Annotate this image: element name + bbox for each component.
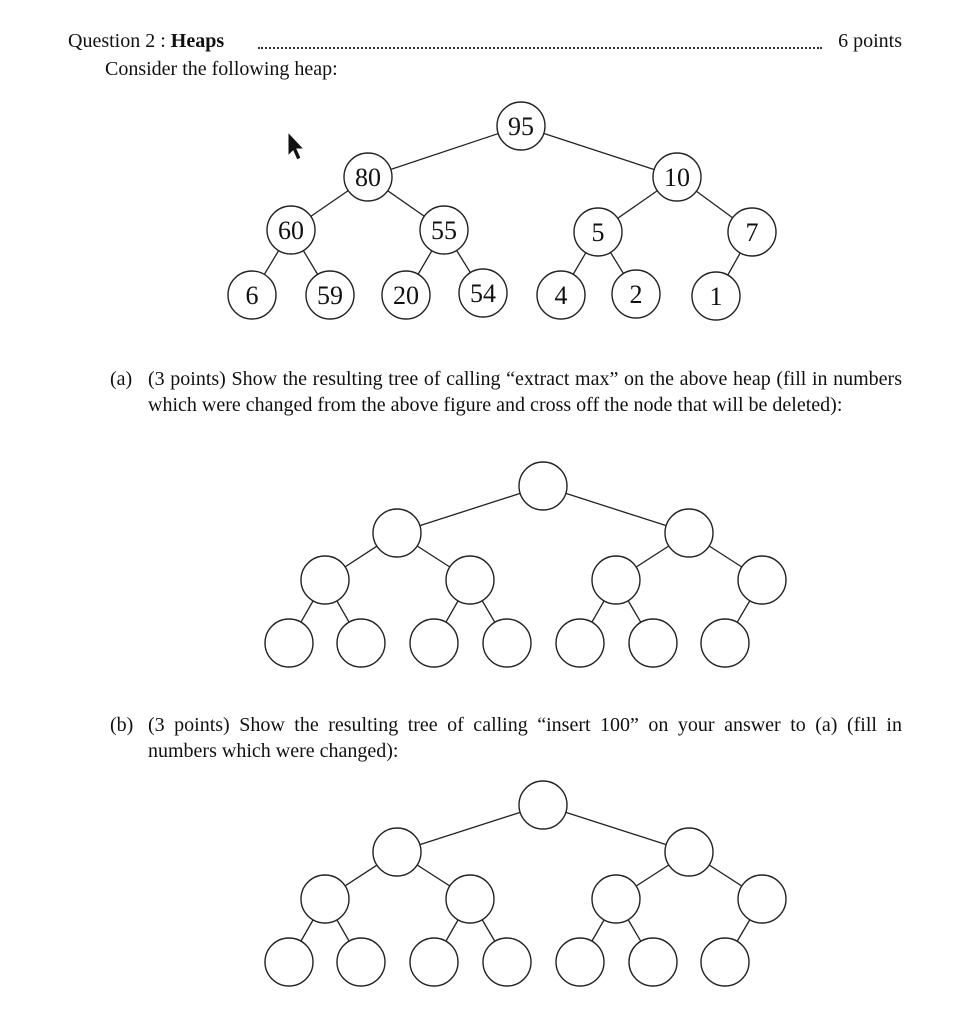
answer-b-node-0[interactable] <box>519 781 567 829</box>
answer-tree-b[interactable] <box>265 781 786 986</box>
answer-a-node-13[interactable] <box>701 619 749 667</box>
part-b-label: (b) <box>110 714 134 736</box>
heap-node-label: 55 <box>431 216 457 245</box>
answer-b-node-12[interactable] <box>629 938 677 986</box>
answer-a-node-7[interactable] <box>265 619 313 667</box>
answer-b-node-5[interactable] <box>592 875 640 923</box>
answer-a-node-10[interactable] <box>483 619 531 667</box>
given-heap-tree <box>228 102 776 320</box>
part-a-text: (3 points) Show the resulting tree of calling “extract max” on the above heap (fill in numbers which were changed from the above figure and cross off the node that will be deleted): <box>148 368 902 416</box>
heap-node-label: 54 <box>470 279 496 308</box>
intro-text: Consider the following heap: <box>105 58 338 80</box>
answer-a-node-0[interactable] <box>519 462 567 510</box>
question-topic: Heaps <box>170 30 225 52</box>
answer-b-node-1[interactable] <box>373 828 421 876</box>
pointer-arrow-icon <box>288 132 304 160</box>
heap-node-label: 5 <box>591 218 605 247</box>
answer-a-node-5[interactable] <box>592 556 640 604</box>
question-points: 6 points <box>838 30 902 52</box>
heap-node-label: 2 <box>629 280 643 309</box>
question-label: Question 2 : Heaps <box>68 30 225 52</box>
heap-node-label: 7 <box>745 218 759 247</box>
part-a-label: (a) <box>110 368 133 390</box>
answer-b-node-3[interactable] <box>301 875 349 923</box>
answer-a-node-1[interactable] <box>373 509 421 557</box>
answer-a-node-2[interactable] <box>665 509 713 557</box>
answer-a-node-8[interactable] <box>337 619 385 667</box>
answer-b-node-2[interactable] <box>665 828 713 876</box>
heap-node-label: 1 <box>709 282 723 311</box>
answer-b-node-10[interactable] <box>483 938 531 986</box>
heap-node-label: 80 <box>355 163 381 192</box>
answer-b-node-6[interactable] <box>738 875 786 923</box>
heap-node-label: 59 <box>317 281 343 310</box>
heap-node-label: 60 <box>278 216 304 245</box>
answer-b-node-4[interactable] <box>446 875 494 923</box>
answer-b-node-7[interactable] <box>265 938 313 986</box>
heap-node-label: 10 <box>664 163 690 192</box>
heap-node-label: 6 <box>245 281 259 310</box>
answer-a-node-6[interactable] <box>738 556 786 604</box>
part-b-text: (3 points) Show the resulting tree of calling “insert 100” on your answer to (a) (fill in numbers which were changed): <box>148 714 902 762</box>
heap-node-label: 4 <box>554 281 568 310</box>
answer-a-node-9[interactable] <box>410 619 458 667</box>
answer-a-node-12[interactable] <box>629 619 677 667</box>
heap-node-label: 20 <box>393 281 419 310</box>
answer-b-node-11[interactable] <box>556 938 604 986</box>
answer-a-node-3[interactable] <box>301 556 349 604</box>
answer-tree-a[interactable] <box>265 462 786 667</box>
answer-b-node-8[interactable] <box>337 938 385 986</box>
heap-node-label: 95 <box>508 112 534 141</box>
answer-b-node-13[interactable] <box>701 938 749 986</box>
answer-b-node-9[interactable] <box>410 938 458 986</box>
answer-a-node-4[interactable] <box>446 556 494 604</box>
answer-a-node-11[interactable] <box>556 619 604 667</box>
